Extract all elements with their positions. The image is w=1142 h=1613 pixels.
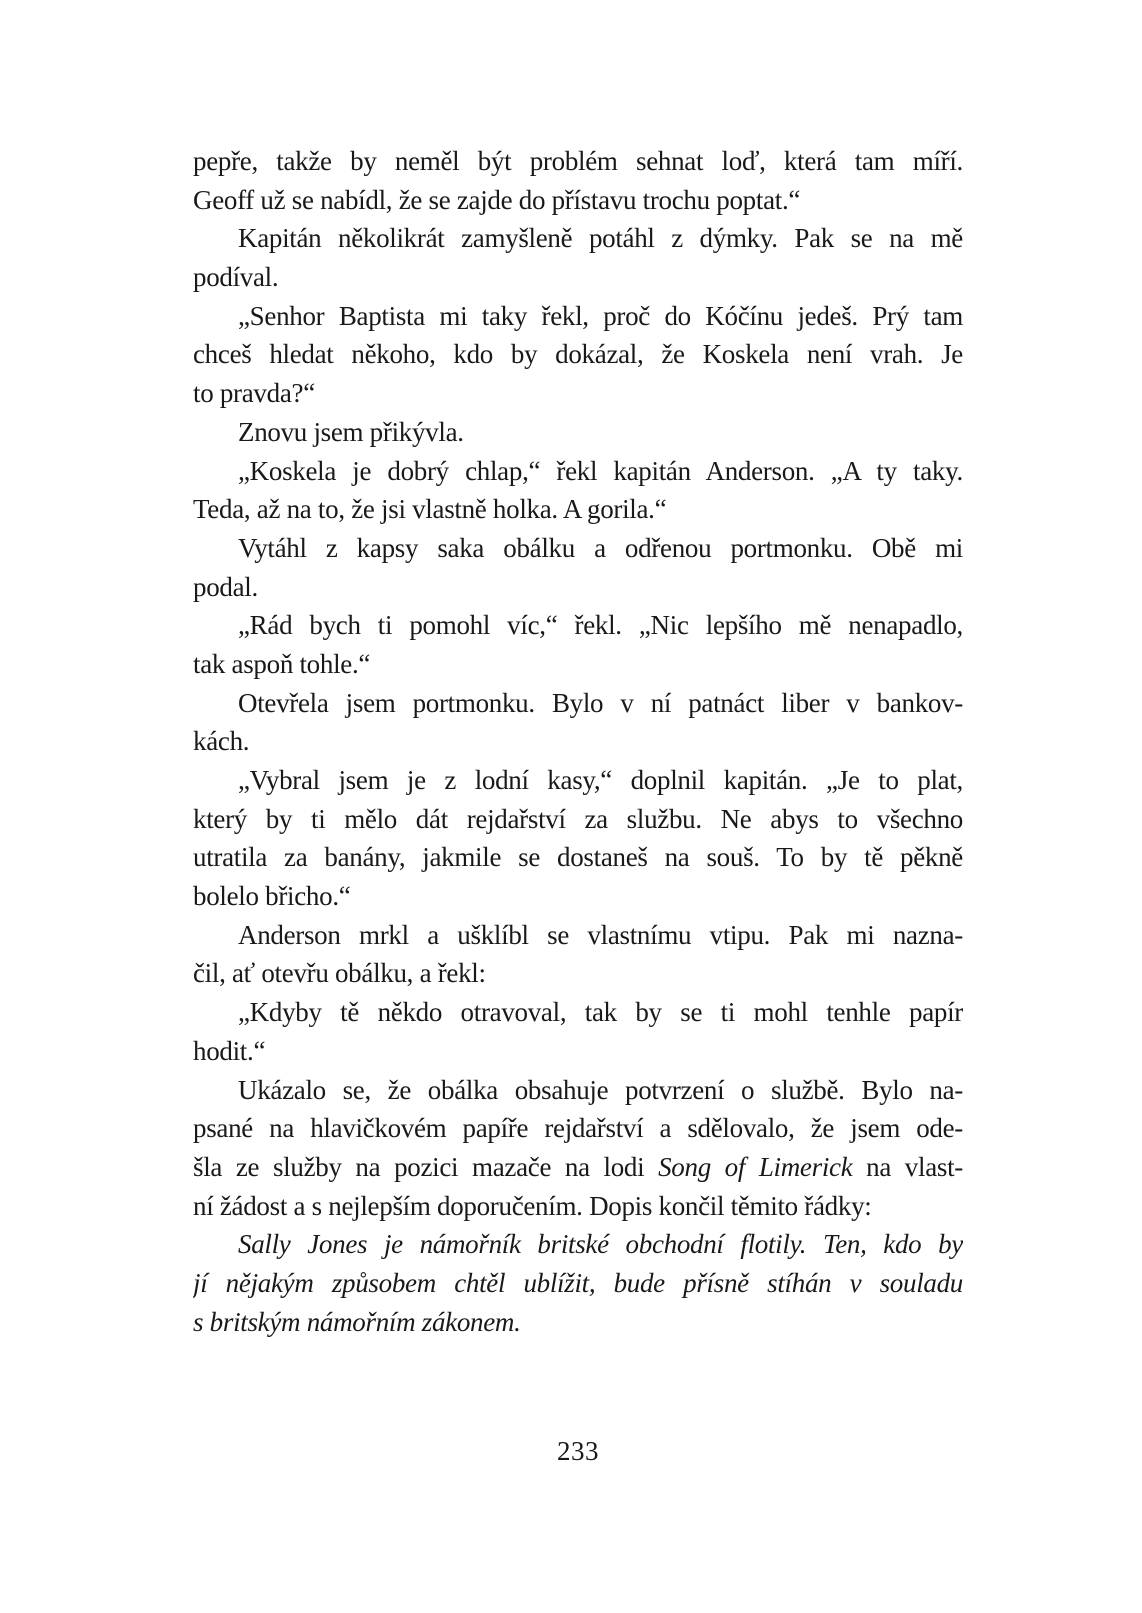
- text-line: [193, 258, 963, 297]
- text-segment: utratila za banány, jakmile se dostaneš na souš. To by tě pěkně: [193, 842, 963, 873]
- text-segment: chceš hledat někoho, kdo by dokázal, že Koskela není vrah. Je: [193, 339, 963, 370]
- text-segment: to pravda?“: [193, 378, 315, 409]
- text-segment: podíval.: [193, 262, 279, 293]
- text-line: [193, 1187, 963, 1226]
- text-segment: „Senhor Baptista mi taky řekl, proč do Kóčínu jedeš. Prý tam: [238, 300, 963, 331]
- text-line: [193, 877, 963, 916]
- text-segment: Ukázalo se, že obálka obsahuje potvrzení o službě. Bylo na-: [238, 1074, 963, 1105]
- paragraph: [193, 219, 963, 296]
- text-line: [193, 916, 963, 955]
- text-segment: kách.: [193, 726, 250, 757]
- text-line: [193, 1148, 963, 1187]
- italic-text-segment: s britským námořním zákonem.: [193, 1306, 521, 1337]
- italic-text-segment: Song of Limerick: [658, 1151, 853, 1182]
- text-segment: „Rád bych ti pomohl víc,“ řekl. „Nic lepšího mě nenapadlo,: [238, 610, 963, 641]
- text-segment: „Kdyby tě někdo otravoval, tak by se ti mohl tenhle papír: [238, 997, 963, 1028]
- text-line: [193, 374, 963, 413]
- text-line: [193, 684, 963, 723]
- text-line: [193, 1071, 963, 1110]
- text-line: [193, 800, 963, 839]
- text-segment: který by ti mělo dát rejdařství za službu. Ne abys to všechno: [193, 803, 963, 834]
- paragraph: [193, 684, 963, 761]
- paragraph: [193, 993, 963, 1070]
- italic-text-segment: jí nějakým způsobem chtěl ublížit, bude přísně stíhán v souladu: [193, 1267, 963, 1298]
- text-segment: Geoff už se nabídl, že se zajde do přístavu trochu poptat.“: [193, 184, 801, 215]
- text-line: [193, 1303, 963, 1342]
- text-segment: Znovu jsem přikývla.: [238, 416, 464, 447]
- text-line: [193, 413, 963, 452]
- text-segment: Otevřela jsem portmonku. Bylo v ní patnáct liber v bankov-: [238, 687, 963, 718]
- text-block: [193, 142, 963, 1341]
- page-number: 233: [557, 1436, 599, 1466]
- text-line: [193, 722, 963, 761]
- paragraph: [193, 1071, 963, 1226]
- italic-text-segment: Sally Jones je námořník britské obchodní flotily. Ten, kdo by: [238, 1229, 963, 1260]
- text-line: [193, 142, 963, 181]
- text-line: [193, 993, 963, 1032]
- text-line: [193, 838, 963, 877]
- text-line: [193, 645, 963, 684]
- text-segment: šla ze služby na pozici mazače na lodi: [193, 1151, 659, 1182]
- text-segment: psané na hlavičkovém papíře rejdařství a sdělovalo, že jsem ode-: [193, 1113, 963, 1144]
- text-segment: Vytáhl z kapsy saka obálku a odřenou portmonku. Obě mi: [238, 532, 963, 563]
- text-segment: „Vybral jsem je z lodní kasy,“ doplnil kapitán. „Je to plat,: [238, 765, 963, 795]
- text-segment: podal.: [193, 571, 258, 602]
- text-line: [193, 1264, 963, 1303]
- text-line: [193, 1109, 963, 1148]
- text-line: [193, 1032, 963, 1071]
- text-segment: pepře, takže by neměl být problém sehnat loď, která tam míří.: [193, 146, 963, 176]
- text-line: [193, 761, 963, 800]
- text-line: [193, 529, 963, 568]
- text-line: [193, 219, 963, 258]
- paragraph: [193, 297, 963, 413]
- text-line: [193, 1225, 963, 1264]
- text-segment: tak aspoň tohle.“: [193, 648, 371, 679]
- text-segment: bolelo břicho.“: [193, 881, 351, 912]
- text-line: [193, 568, 963, 607]
- paragraph: [193, 529, 963, 606]
- paragraph: [193, 606, 963, 683]
- text-segment: na vlast-: [852, 1151, 963, 1182]
- text-line: [193, 452, 963, 491]
- paragraph: [193, 1225, 963, 1341]
- paragraph: [193, 413, 963, 452]
- paragraph: [193, 452, 963, 529]
- text-segment: hodit.“: [193, 1035, 266, 1066]
- text-line: [193, 335, 963, 374]
- text-line: [193, 606, 963, 645]
- text-segment: ní žádost a s nejlepším doporučením. Dopis končil těmito řádky:: [193, 1190, 872, 1221]
- paragraph: [193, 142, 963, 219]
- text-segment: „Koskela je dobrý chlap,“ řekl kapitán Anderson. „A ty taky.: [238, 455, 963, 486]
- text-segment: Anderson mrkl a ušklíbl se vlastnímu vtipu. Pak mi nazna-: [238, 919, 963, 950]
- text-line: [193, 490, 963, 529]
- text-line: [193, 297, 963, 336]
- text-segment: Teda, až na to, že jsi vlastně holka. A gorila.“: [193, 494, 667, 525]
- text-segment: Kapitán několikrát zamyšleně potáhl z dýmky. Pak se na mě: [238, 223, 963, 254]
- text-segment: čil, ať otevřu obálku, a řekl:: [193, 958, 486, 989]
- text-line: [193, 181, 963, 220]
- paragraph: [193, 916, 963, 993]
- paragraph: [193, 761, 963, 916]
- text-line: [193, 954, 963, 993]
